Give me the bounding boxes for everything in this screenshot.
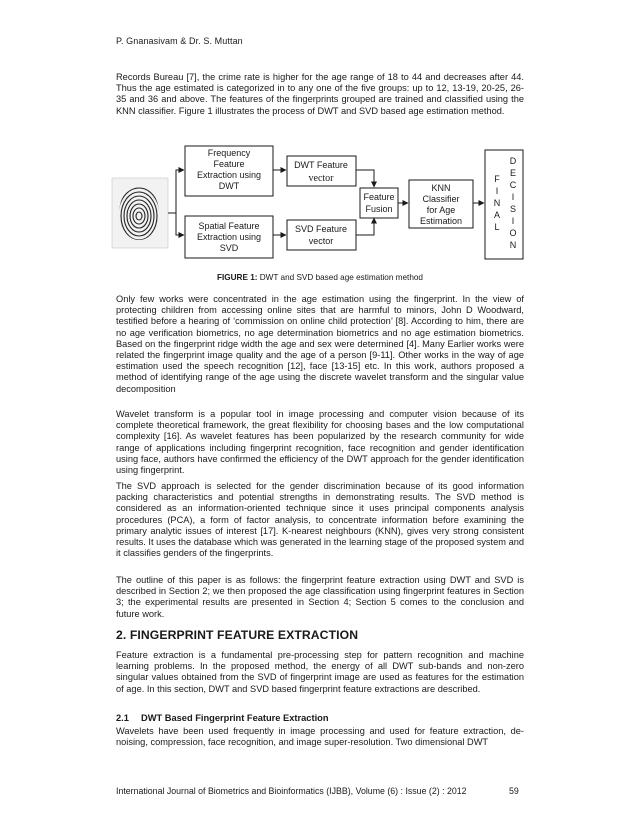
svd-extraction-box bbox=[185, 216, 273, 258]
final-letter: I bbox=[495, 186, 499, 196]
dwt-extraction-box bbox=[185, 146, 273, 196]
svd-extraction-line: SVD bbox=[219, 243, 239, 253]
fusion-line: Feature bbox=[363, 192, 395, 202]
subsection-heading bbox=[116, 713, 524, 723]
figure-caption-text: DWT and SVD based age estimation method bbox=[257, 273, 423, 282]
decision-letter: S bbox=[509, 204, 517, 214]
decision-letter: C bbox=[509, 180, 517, 190]
decision-letter: I bbox=[511, 216, 515, 226]
subsection-number: 2.1 bbox=[116, 713, 129, 723]
body-paragraph: The SVD approach is selected for the gender discrimination because of its good information packing characteristics and potential strengths in demonstrating results. The SVD method is considered as an information-oriented technique since it uses principal components analysis procedures (PCA), a form of factor analysis, to concentrate information before examining the primary analytic issues of interest [17]. K-nearest neighbours (KNN), gives very strong consistent results. It uses the database which was generated in the learning stage of the proposed system and it classifies genders of the fingerprints. bbox=[116, 481, 524, 559]
knn-line: for Age bbox=[426, 205, 456, 215]
intro-paragraph: Records Bureau [7], the crime rate is higher for the age range of 18 to 44 and decreases after 44. Thus the age estimated is categorized in to any one of the five groups: up to 12, 13-19, 20-25, 26-35 and 36 and above. The features of the fingerprints grouped are trained and classified using the KNN classifier. Figure 1 illustrates the process of DWT and SVD based age estimation method. bbox=[116, 72, 524, 116]
fingerprint-icon bbox=[112, 178, 168, 248]
body-paragraph: Only few works were concentrated in the age estimation using the fingerprint. In the view of protecting children from accessing online sites that are harmful to minors, John D Woodward, testified before a hearing of ‘commission on online child protection’ [8]. According to him, there are no age verification biometrics, no age determination biometrics and no age estimation biometrics. Based on the fingerprint ridge width the age and sex were determined [4]. Many Earlier works were related the fingerprint image quality and the age of a person [9-11]. Other works in the way of age estimation used the speech recognition [12], face [13-15] etc. In this work, authors proposed a method of identifying range of the age using the discrete wavelet transform and the singular value decomposition bbox=[116, 294, 524, 394]
page-number: 59 bbox=[509, 786, 519, 796]
knn-line: Classifier bbox=[422, 194, 460, 204]
decision-letter: N bbox=[509, 240, 517, 250]
running-header-authors: P. Gnanasivam & Dr. S. Muttan bbox=[116, 36, 243, 46]
svd-vector-box bbox=[287, 220, 356, 250]
final-letter: L bbox=[494, 222, 500, 232]
final-letter: F bbox=[494, 174, 500, 184]
fusion-line: Fusion bbox=[365, 204, 393, 214]
body-paragraph: The outline of this paper is as follows: the fingerprint feature extraction using DWT and SVD is described in Section 2; we then proposed the age classification using fingerprint features in Section 3; the experimental results are presented in Section 4; Section 5 comes to the conclusion and future work. bbox=[116, 575, 524, 619]
body-paragraph: Wavelet transform is a popular tool in image processing and computer vision because of its complete theoretical framework, the great flexibility for choosing bases and the low computational complexity [16]. As wavelet features has been popularized by the research community for wide range of applications including fingerprint recognition, face recognition and gender identification using face, authors have confirmed the efficiency of the DWT approach for the gender identification using fingerprint. bbox=[116, 409, 524, 476]
subsection-title: DWT Based Fingerprint Feature Extraction bbox=[141, 713, 329, 723]
dwt-vector-line: DWT Feature bbox=[294, 160, 348, 170]
section-2-paragraph: Feature extraction is a fundamental pre-processing step for pattern recognition and machine learning problems. In the proposed method, the energy of all DWT sub-bands and non-zero singular values obtained from the SVD of fingerprint image are used as features for the estimation of age. In this section, DWT and SVD based fingerprint feature extractions are described. bbox=[116, 650, 524, 694]
svd-vector-line: vector bbox=[308, 236, 334, 246]
svd-vector-line: SVD Feature bbox=[294, 224, 348, 234]
dwt-vector-box bbox=[287, 156, 356, 186]
decision-letter: D bbox=[509, 156, 517, 166]
final-letter: A bbox=[493, 210, 501, 220]
decision-letter: E bbox=[509, 168, 517, 178]
decision-letter: O bbox=[509, 228, 517, 238]
final-letter: N bbox=[493, 198, 501, 208]
decision-letter: I bbox=[511, 192, 515, 202]
dwt-extraction-line: Extraction using bbox=[196, 170, 262, 180]
footer-journal: International Journal of Biometrics and Bioinformatics (IJBB), Volume (6) : Issue (2) : 2012 bbox=[116, 786, 467, 796]
feature-fusion-box bbox=[360, 188, 398, 218]
knn-line: KNN bbox=[431, 183, 451, 193]
dwt-extraction-line: DWT bbox=[218, 181, 240, 191]
figure-caption-label: FIGURE 1: bbox=[216, 273, 258, 282]
dwt-extraction-line: Feature bbox=[213, 159, 245, 169]
knn-classifier-box bbox=[409, 180, 473, 228]
svd-extraction-line: Spatial Feature bbox=[198, 221, 260, 231]
dwt-extraction-line: Frequency bbox=[207, 148, 251, 158]
dwt-vector-line: vector bbox=[308, 173, 334, 184]
subsection-paragraph: Wavelets have been used frequently in image processing and used for feature extraction, de-noising, compression, face recognition, and image super-resolution. Two dimensional DWT bbox=[116, 726, 524, 748]
knn-line: Estimation bbox=[419, 216, 463, 226]
svd-extraction-line: Extraction using bbox=[196, 232, 262, 242]
figure-1-diagram bbox=[108, 140, 528, 266]
section-heading: 2. FINGERPRINT FEATURE EXTRACTION bbox=[116, 628, 359, 642]
figure-caption bbox=[116, 273, 524, 282]
final-decision-box bbox=[485, 150, 523, 259]
